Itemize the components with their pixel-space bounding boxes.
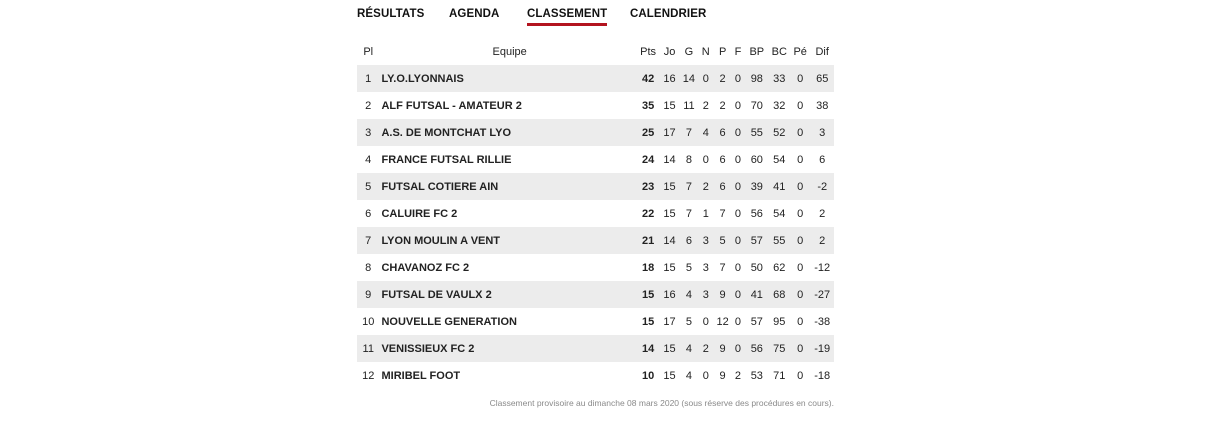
cell-p: 9 bbox=[714, 281, 730, 308]
cell-p: 2 bbox=[714, 65, 730, 92]
cell-pts: 15 bbox=[641, 315, 655, 328]
cell-bc: 62 bbox=[773, 261, 786, 274]
cell-g: 4 bbox=[685, 369, 692, 382]
cell-dif: -19 bbox=[810, 335, 834, 362]
cell-bc: 33 bbox=[769, 65, 790, 92]
cell-dif: 38 bbox=[816, 99, 829, 112]
cell-g: 4 bbox=[681, 281, 697, 308]
table-row bbox=[357, 146, 834, 173]
cell-pe: 0 bbox=[790, 335, 810, 362]
table-header-row bbox=[357, 38, 834, 65]
cell-g: 8 bbox=[685, 153, 692, 166]
cell-f: 0 bbox=[731, 227, 745, 254]
cell-jo: 16 bbox=[658, 281, 680, 308]
header-f: F bbox=[734, 45, 742, 58]
cell-bc: 95 bbox=[773, 315, 786, 328]
table-row bbox=[357, 362, 834, 389]
cell-bc: 54 bbox=[773, 207, 786, 220]
cell-team: CHAVANOZ FC 2 bbox=[381, 261, 470, 274]
cell-jo: 15 bbox=[658, 173, 680, 200]
cell-bc: 41 bbox=[769, 173, 790, 200]
cell-p: 9 bbox=[714, 335, 730, 362]
cell-p: 9 bbox=[719, 369, 726, 382]
cell-n: 3 bbox=[697, 281, 714, 308]
cell-team: CALUIRE FC 2 bbox=[381, 207, 458, 220]
cell-pe: 0 bbox=[790, 227, 810, 254]
cell-dif: -27 bbox=[810, 281, 834, 308]
cell-pl: 4 bbox=[365, 153, 372, 166]
cell-n: 3 bbox=[702, 261, 709, 274]
cell-pe: 0 bbox=[797, 207, 804, 220]
header-n: N bbox=[701, 45, 710, 58]
cell-team: LYON MOULIN A VENT bbox=[379, 227, 637, 254]
cell-pts: 15 bbox=[638, 281, 658, 308]
cell-pts: 42 bbox=[638, 65, 658, 92]
cell-n: 2 bbox=[702, 99, 709, 112]
cell-bp: 57 bbox=[750, 315, 763, 328]
table-row bbox=[357, 254, 834, 281]
cell-pl: 1 bbox=[357, 65, 379, 92]
cell-bc: 32 bbox=[773, 99, 786, 112]
cell-n: 2 bbox=[697, 335, 714, 362]
cell-bc: 75 bbox=[769, 335, 790, 362]
cell-g: 7 bbox=[685, 207, 692, 220]
cell-pts: 23 bbox=[638, 173, 658, 200]
cell-n: 3 bbox=[697, 227, 714, 254]
cell-pe: 0 bbox=[797, 261, 804, 274]
cell-pl: 6 bbox=[365, 207, 372, 220]
table-row bbox=[357, 65, 834, 92]
cell-n: 2 bbox=[697, 173, 714, 200]
table-row bbox=[357, 281, 834, 308]
header-g: G bbox=[684, 45, 694, 58]
cell-pe: 0 bbox=[790, 281, 810, 308]
cell-jo: 17 bbox=[663, 315, 676, 328]
standings-rows bbox=[357, 65, 834, 389]
cell-pl: 2 bbox=[365, 99, 372, 112]
cell-f: 0 bbox=[731, 281, 745, 308]
footnote: Classement provisoire au dimanche 08 mars 2020 (sous réserve des procédures en cours). bbox=[489, 398, 834, 408]
cell-dif: -38 bbox=[814, 315, 831, 328]
cell-dif: 2 bbox=[819, 207, 826, 220]
cell-bc: 68 bbox=[769, 281, 790, 308]
cell-bp: 55 bbox=[745, 119, 768, 146]
cell-p: 2 bbox=[719, 99, 726, 112]
table-row bbox=[357, 173, 834, 200]
cell-jo: 15 bbox=[658, 335, 680, 362]
cell-f: 0 bbox=[734, 261, 741, 274]
cell-pe: 0 bbox=[797, 153, 804, 166]
cell-jo: 15 bbox=[663, 369, 676, 382]
cell-pts: 18 bbox=[641, 261, 655, 274]
cell-team: LY.O.LYONNAIS bbox=[379, 65, 637, 92]
cell-p: 5 bbox=[714, 227, 730, 254]
cell-n: 0 bbox=[702, 369, 709, 382]
cell-team: FUTSAL COTIERE AIN bbox=[379, 173, 637, 200]
cell-jo: 14 bbox=[663, 153, 676, 166]
cell-f: 0 bbox=[731, 119, 745, 146]
cell-n: 0 bbox=[697, 65, 714, 92]
cell-pl: 9 bbox=[357, 281, 379, 308]
cell-team: NOUVELLE GENERATION bbox=[381, 315, 517, 328]
cell-bp: 60 bbox=[750, 153, 763, 166]
cell-team: A.S. DE MONTCHAT LYO bbox=[379, 119, 637, 146]
cell-f: 2 bbox=[734, 369, 741, 382]
cell-pts: 10 bbox=[641, 369, 655, 382]
cell-g: 6 bbox=[681, 227, 697, 254]
cell-g: 7 bbox=[681, 119, 697, 146]
cell-pe: 0 bbox=[797, 369, 804, 382]
cell-f: 0 bbox=[734, 153, 741, 166]
cell-p: 12 bbox=[716, 315, 729, 328]
cell-g: 4 bbox=[681, 335, 697, 362]
cell-dif: 65 bbox=[810, 65, 834, 92]
cell-bc: 71 bbox=[773, 369, 786, 382]
cell-pts: 22 bbox=[641, 207, 655, 220]
cell-f: 0 bbox=[731, 65, 745, 92]
cell-pe: 0 bbox=[790, 173, 810, 200]
table-row bbox=[357, 119, 834, 146]
cell-f: 0 bbox=[731, 335, 745, 362]
cell-team: VENISSIEUX FC 2 bbox=[379, 335, 637, 362]
tab-calendrier[interactable]: CALENDRIER bbox=[630, 8, 707, 20]
header-bp: BP bbox=[749, 45, 765, 58]
cell-dif: 6 bbox=[819, 153, 826, 166]
cell-jo: 14 bbox=[658, 227, 680, 254]
cell-jo: 17 bbox=[658, 119, 680, 146]
cell-bp: 53 bbox=[750, 369, 763, 382]
cell-p: 7 bbox=[719, 207, 726, 220]
cell-jo: 15 bbox=[663, 99, 676, 112]
cell-pts: 21 bbox=[638, 227, 658, 254]
cell-bc: 54 bbox=[773, 153, 786, 166]
header-dif: Dif bbox=[815, 45, 829, 58]
cell-f: 0 bbox=[734, 99, 741, 112]
cell-f: 0 bbox=[734, 315, 741, 328]
cell-jo: 15 bbox=[663, 207, 676, 220]
cell-bp: 39 bbox=[745, 173, 768, 200]
cell-pl: 11 bbox=[357, 335, 379, 362]
cell-dif: -2 bbox=[810, 173, 834, 200]
table-row bbox=[357, 308, 834, 335]
cell-pe: 0 bbox=[790, 119, 810, 146]
cell-g: 11 bbox=[683, 99, 695, 112]
cell-g: 5 bbox=[685, 261, 692, 274]
header-jo: Jo bbox=[663, 45, 676, 58]
cell-g: 7 bbox=[681, 173, 697, 200]
cell-f: 0 bbox=[734, 207, 741, 220]
cell-p: 6 bbox=[714, 173, 730, 200]
cell-pts: 35 bbox=[641, 99, 655, 112]
header-team: Equipe bbox=[492, 45, 527, 58]
header-pl: Pl bbox=[363, 45, 374, 58]
cell-n: 0 bbox=[702, 315, 709, 328]
standings-widget bbox=[357, 0, 834, 408]
header-bc: BC bbox=[771, 45, 787, 58]
cell-bp: 41 bbox=[745, 281, 768, 308]
cell-dif: -12 bbox=[814, 261, 831, 274]
tab-resultats[interactable]: RÉSULTATS bbox=[357, 8, 425, 20]
tab-classement[interactable]: CLASSEMENT bbox=[527, 8, 607, 26]
standings-table bbox=[357, 38, 834, 389]
cell-n: 4 bbox=[697, 119, 714, 146]
cell-jo: 16 bbox=[658, 65, 680, 92]
cell-bp: 98 bbox=[745, 65, 768, 92]
cell-jo: 15 bbox=[663, 261, 676, 274]
tab-bar bbox=[357, 0, 834, 34]
table-row bbox=[357, 335, 834, 362]
cell-team: ALF FUTSAL - AMATEUR 2 bbox=[381, 99, 522, 112]
cell-pl: 12 bbox=[362, 369, 375, 382]
cell-bc: 52 bbox=[769, 119, 790, 146]
cell-bp: 50 bbox=[750, 261, 763, 274]
cell-g: 5 bbox=[685, 315, 692, 328]
table-row bbox=[357, 200, 834, 227]
cell-team: MIRIBEL FOOT bbox=[381, 369, 461, 382]
cell-pe: 0 bbox=[797, 315, 804, 328]
cell-pl: 3 bbox=[357, 119, 379, 146]
cell-bp: 70 bbox=[750, 99, 763, 112]
cell-bp: 57 bbox=[745, 227, 768, 254]
header-pts: Pts bbox=[640, 45, 657, 58]
header-pe: Pé bbox=[793, 45, 807, 58]
table-row bbox=[357, 92, 834, 119]
cell-p: 7 bbox=[719, 261, 726, 274]
cell-g: 14 bbox=[681, 65, 697, 92]
cell-pe: 0 bbox=[797, 99, 804, 112]
cell-team: FUTSAL DE VAULX 2 bbox=[379, 281, 637, 308]
cell-bp: 56 bbox=[745, 335, 768, 362]
header-p: P bbox=[718, 45, 727, 58]
cell-dif: -18 bbox=[814, 369, 831, 382]
cell-dif: 3 bbox=[810, 119, 834, 146]
cell-pts: 14 bbox=[638, 335, 658, 362]
cell-f: 0 bbox=[731, 173, 745, 200]
cell-pl: 8 bbox=[365, 261, 372, 274]
cell-bp: 56 bbox=[750, 207, 763, 220]
cell-team: FRANCE FUTSAL RILLIE bbox=[381, 153, 512, 166]
cell-pl: 10 bbox=[362, 315, 375, 328]
cell-pe: 0 bbox=[790, 65, 810, 92]
cell-p: 6 bbox=[714, 119, 730, 146]
tab-agenda[interactable]: AGENDA bbox=[449, 8, 500, 20]
cell-pl: 7 bbox=[357, 227, 379, 254]
cell-n: 1 bbox=[702, 207, 709, 220]
cell-pl: 5 bbox=[357, 173, 379, 200]
cell-bc: 55 bbox=[769, 227, 790, 254]
cell-pts: 24 bbox=[641, 153, 655, 166]
table-row bbox=[357, 227, 834, 254]
cell-pts: 25 bbox=[638, 119, 658, 146]
cell-n: 0 bbox=[702, 153, 709, 166]
cell-dif: 2 bbox=[810, 227, 834, 254]
cell-p: 6 bbox=[719, 153, 726, 166]
